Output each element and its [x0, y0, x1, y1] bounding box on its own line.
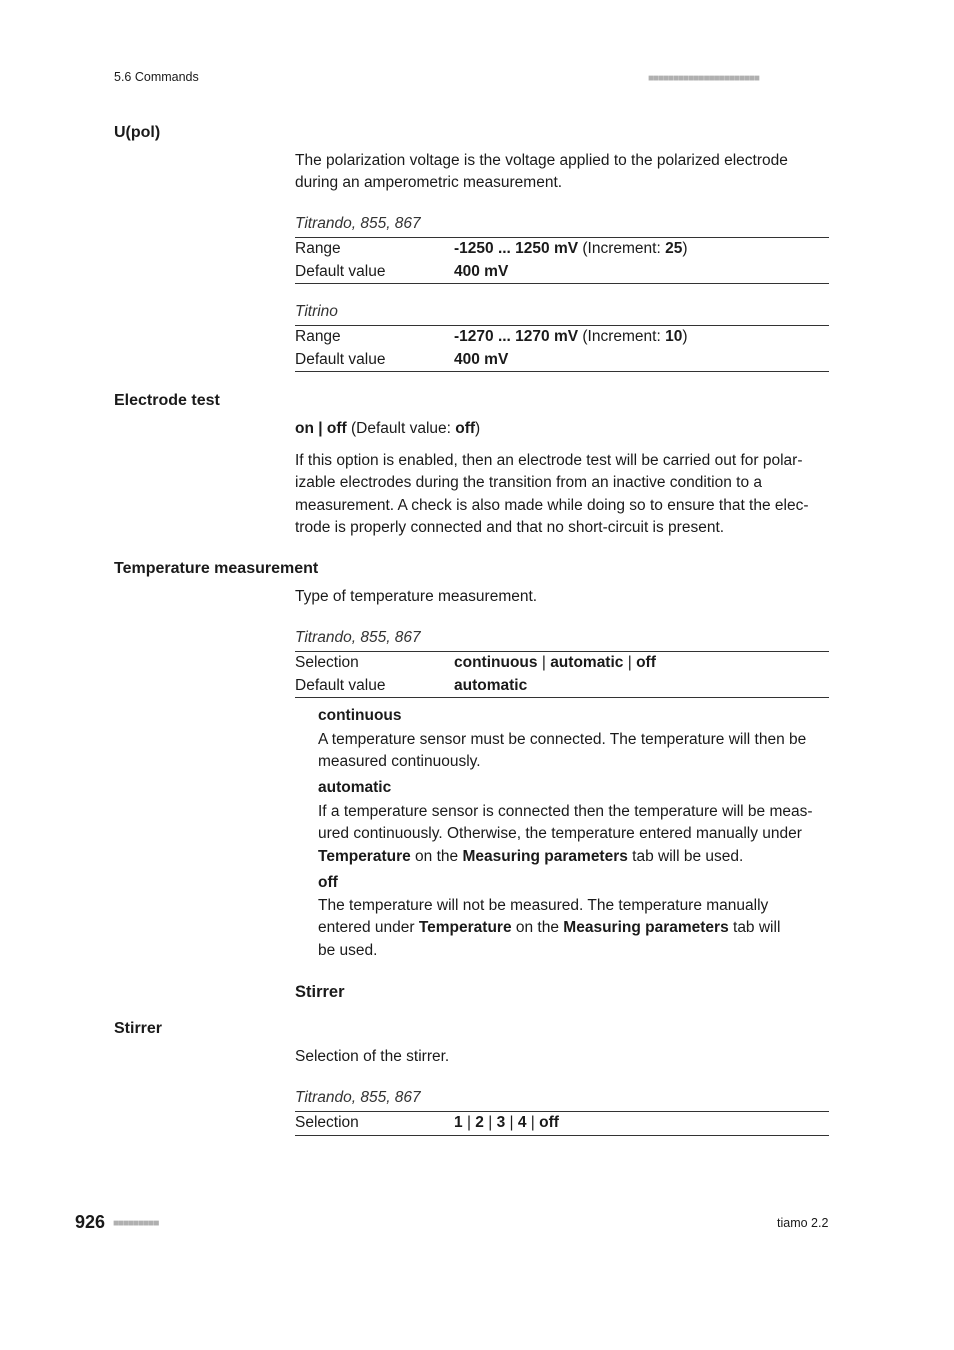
- page-number: 926: [75, 1212, 106, 1232]
- range-value: [454, 328, 829, 346]
- table-row: [295, 675, 829, 698]
- increment-prefix: (Increment:: [578, 240, 666, 258]
- stirrer-heading: Stirrer: [114, 1020, 163, 1037]
- temperature-description: Type of temperature measurement.: [295, 588, 538, 605]
- option-line: ured continuously. Otherwise, the temperature entered manually under: [318, 825, 802, 843]
- temperature-table: [295, 651, 829, 698]
- selection-option: 3: [496, 1114, 506, 1132]
- range-value: [454, 240, 829, 258]
- text: on the: [511, 919, 564, 937]
- upol-description-line: during an amperometric measurement.: [295, 174, 563, 192]
- stirrer-subheading: Stirrer: [295, 983, 345, 1001]
- ui-reference: Measuring parameters: [563, 919, 729, 937]
- selection-option: off: [636, 654, 656, 672]
- option-line: be used.: [318, 941, 378, 959]
- selection-option: automatic: [550, 654, 624, 672]
- selection-option: 2: [475, 1114, 484, 1132]
- footer-dots: ■■■■■■■■■: [113, 1218, 159, 1229]
- table-row: [295, 326, 829, 349]
- selection-option: off: [539, 1114, 559, 1132]
- selection-option: continuous: [454, 654, 538, 672]
- default-value: off: [455, 420, 476, 437]
- separator: |: [627, 654, 632, 672]
- separator: |: [509, 1114, 514, 1132]
- description-line: measurement. A check is also made while doing so to ensure that the elec-: [295, 496, 809, 514]
- default-value: 400 mV: [454, 262, 509, 280]
- separator: |: [530, 1114, 535, 1132]
- default-suffix: ): [475, 420, 481, 437]
- running-header-section: 5.6 Commands: [114, 70, 199, 84]
- upol-table2-label: Titrino: [295, 303, 338, 320]
- option-line: measured continuously.: [318, 753, 481, 771]
- range-key: Range: [295, 240, 341, 258]
- option-line: If a temperature sensor is connected then the temperature will be meas-: [318, 803, 813, 820]
- upol-heading: U(pol): [114, 124, 161, 141]
- options-values: on | off: [295, 420, 347, 437]
- upol-table2: [295, 325, 829, 372]
- upol-table1: [295, 237, 829, 284]
- upol-description: [295, 150, 829, 195]
- increment-prefix: (Increment:: [578, 328, 666, 346]
- text: tab will be used.: [627, 847, 744, 865]
- range-key: Range: [295, 328, 341, 346]
- table-row: [295, 349, 829, 372]
- option-line: [318, 917, 829, 939]
- option-continuous-title: continuous: [318, 707, 402, 724]
- electrode-test-options: [295, 418, 829, 440]
- product-name: tiamo 2.2: [777, 1216, 829, 1230]
- text: tab will: [728, 919, 781, 937]
- default-value: 400 mV: [454, 350, 509, 368]
- ui-reference: Temperature: [418, 919, 512, 937]
- ui-reference: Temperature: [318, 847, 411, 865]
- default-key: Default value: [295, 262, 386, 280]
- default-value: automatic: [454, 676, 528, 694]
- upol-table1-label: Titrando, 855, 867: [295, 215, 421, 232]
- option-automatic-body: [318, 801, 829, 868]
- separator: |: [541, 654, 546, 672]
- description-line: If this option is enabled, then an electrode test will be carried out for polar-: [295, 452, 803, 469]
- option-off-title: off: [318, 874, 338, 891]
- upol-description-line: The polarization voltage is the voltage applied to the polarized electrode: [295, 152, 788, 169]
- separator: |: [488, 1114, 493, 1132]
- temperature-table-label: Titrando, 855, 867: [295, 629, 421, 646]
- increment-suffix: ): [682, 328, 688, 346]
- selection-values: [454, 654, 829, 672]
- table-row: [295, 238, 829, 261]
- electrode-test-description: [295, 450, 829, 540]
- range-bold: -1270 ... 1270 mV: [454, 328, 579, 346]
- text: on the: [410, 847, 463, 865]
- selection-option: 1: [454, 1114, 463, 1132]
- range-bold: -1250 ... 1250 mV: [454, 240, 579, 258]
- default-key: Default value: [295, 676, 386, 694]
- default-key: Default value: [295, 350, 386, 368]
- table-row: [295, 261, 829, 284]
- selection-values: [454, 1114, 829, 1132]
- table-row: [295, 652, 829, 675]
- table-row: [295, 1112, 829, 1135]
- selection-key: Selection: [295, 1114, 359, 1132]
- option-line: [318, 846, 829, 868]
- option-automatic-title: automatic: [318, 779, 392, 796]
- option-off-body: [318, 895, 829, 962]
- option-line: The temperature will not be measured. The temperature manually: [318, 897, 769, 914]
- increment-value: 25: [665, 240, 683, 258]
- option-line: A temperature sensor must be connected. The temperature will then be: [318, 731, 807, 748]
- running-header-dots: ■■■■■■■■■■■■■■■■■■■■■■: [648, 73, 759, 84]
- stirrer-table-label: Titrando, 855, 867: [295, 1089, 421, 1106]
- option-continuous-body: [318, 729, 829, 774]
- separator: |: [466, 1114, 471, 1132]
- description-line: izable electrodes during the transition from an inactive condition to a: [295, 474, 762, 492]
- electrode-test-heading: Electrode test: [114, 392, 220, 409]
- stirrer-table: [295, 1111, 829, 1136]
- ui-reference: Measuring parameters: [462, 847, 628, 865]
- default-prefix: (Default value:: [346, 420, 456, 437]
- stirrer-description: Selection of the stirrer.: [295, 1048, 450, 1065]
- description-line: trode is properly connected and that no short-circuit is present.: [295, 519, 725, 537]
- selection-key: Selection: [295, 654, 359, 672]
- selection-option: 4: [517, 1114, 527, 1132]
- temperature-heading: Temperature measurement: [114, 560, 319, 577]
- increment-suffix: ): [682, 240, 688, 258]
- text: entered under: [318, 919, 419, 937]
- increment-value: 10: [665, 328, 683, 346]
